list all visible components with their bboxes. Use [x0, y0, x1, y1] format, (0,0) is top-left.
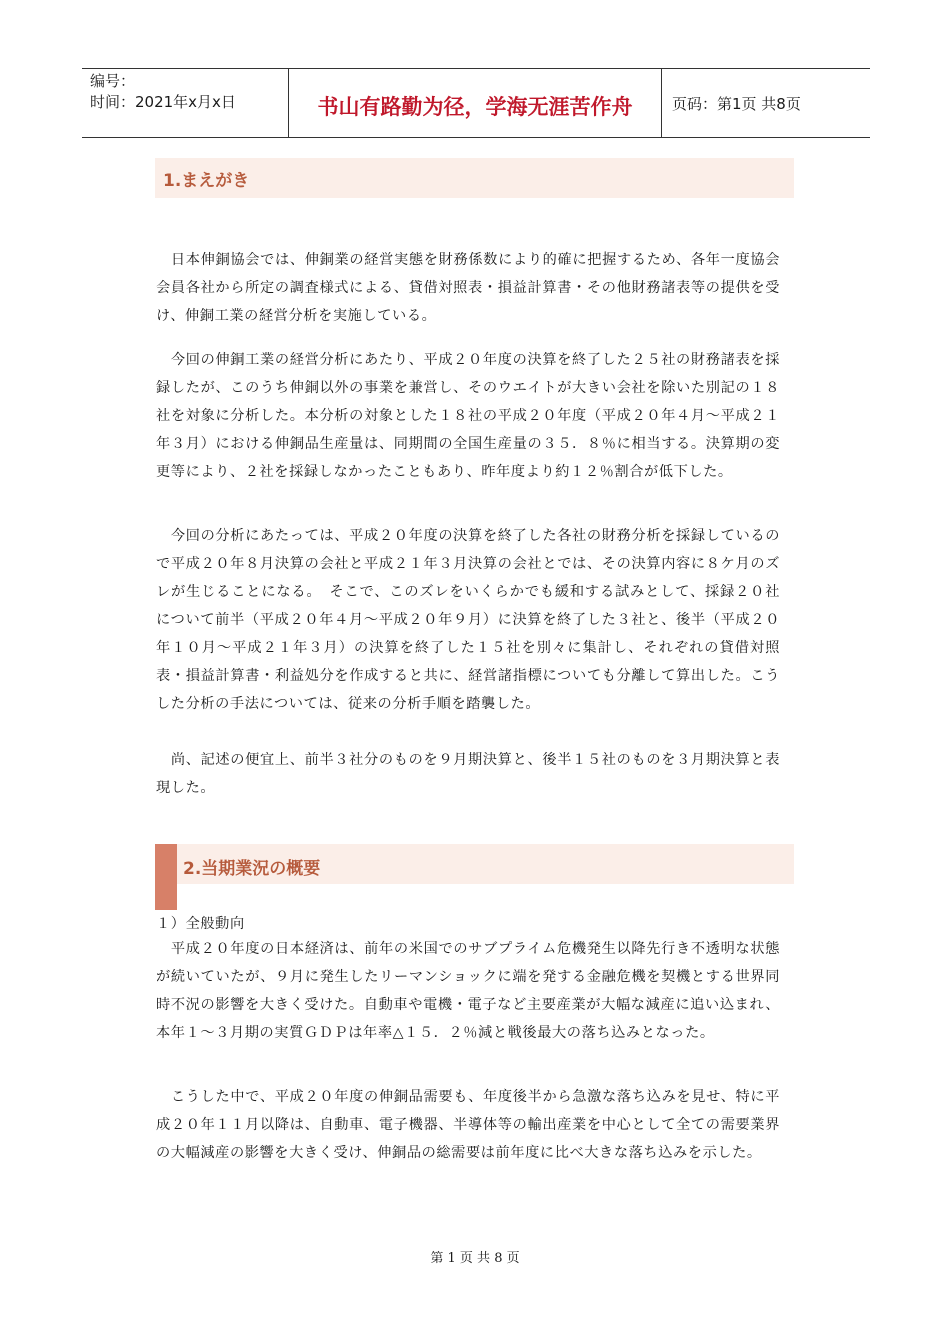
date-label: 时间：2021年x月x日 — [90, 93, 236, 111]
section-heading-1 — [155, 158, 794, 198]
header-motto: 书山有路勤为径，学海无涯苦作舟 — [289, 69, 662, 137]
paragraph: 今回の分析にあたっては、平成２０年度の決算を終了した各社の財務分析を採録しているので平成２０年８月決算の会社と平成２１年３月決算の会社とでは、その決算内容に８ケ月のズレが生じることになる。 そこで、このズレをいくらかでも緩和する試みとして、採録２０社について前半（平成２０年４月～平成２０年９月）に決算を終了した３社と、後半（平成２０年１０月～平成２１年３月）の決算を終了した１５社を別々に集計し、それぞれの貸借対照表・損益計算書・利益処分を作成すると共に、経営諸指標についても分離して算出した。こうした分析の手法については、従来の分析手順を踏襲した。 — [156, 528, 780, 712]
page-footer: 第 1 页 共 8 页 — [430, 1251, 520, 1266]
paragraph: 今回の伸銅工業の経営分析にあたり、平成２０年度の決算を終了した２５社の財務諸表を採録したが、このうち伸銅以外の事業を兼営し、そのウエイトが大きい会社を除いた別記の１８社を対象に分析した。本分析の対象とした１８社の平成２０年度（平成２０年４月～平成２１年３月）における伸銅品生産量は、同期間の全国生産量の３５．８％に相当する。決算期の変更等により、２社を採録しなかったこともあり、昨年度より約１２％割合が低下した。 — [156, 352, 780, 480]
paragraph: 平成２０年度の日本経済は、前年の米国でのサブプライム危機発生以降先行き不透明な状態が続いていたが、９月に発生したリーマンショックに端を発する金融危機を契機とする世界同時不況の影響を大きく受けた。自動車や電機・電子など主要産業が大幅な減産に追い込まれ、本年１～３月期の実質ＧＤＰは年率△１５．２％減と戦後最大の落ち込みとなった。 — [156, 941, 780, 1041]
paragraph: 日本伸銅協会では、伸銅業の経営実態を財務係数により的確に把握するため、各年一度協会会員各社から所定の調査様式による、貸借対照表・損益計算書・その他財務諸表等の提供を受け、伸銅工業の経営分析を実施している。 — [156, 252, 780, 324]
header-page-info: 页码：第1页 共8页 — [672, 94, 801, 113]
section-title: 2.当期業況の概要 — [183, 859, 321, 879]
number-label: 编号： — [90, 72, 136, 90]
section-title: 1.まえがき — [163, 170, 250, 191]
header-meta — [82, 69, 289, 137]
section-accent-bar — [155, 844, 177, 910]
paragraph: こうした中で、平成２０年度の伸銅品需要も、年度後半から急激な落ち込みを見せ、特に平成２０年１１月以降は、自動車、電子機器、半導体等の輸出産業を中心として全ての需要業界の大幅減産の影響を大きく受け、伸銅品の総需要は前年度に比べ大きな落ち込みを示した。 — [156, 1089, 780, 1161]
paragraph: 尚、記述の便宜上、前半３社分のものを９月期決算と、後半１５社のものを３月期決算と表現した。 — [156, 752, 780, 796]
subheading: １）全般動向 — [156, 916, 245, 932]
page-header — [82, 68, 870, 138]
section-heading-2 — [155, 844, 794, 884]
